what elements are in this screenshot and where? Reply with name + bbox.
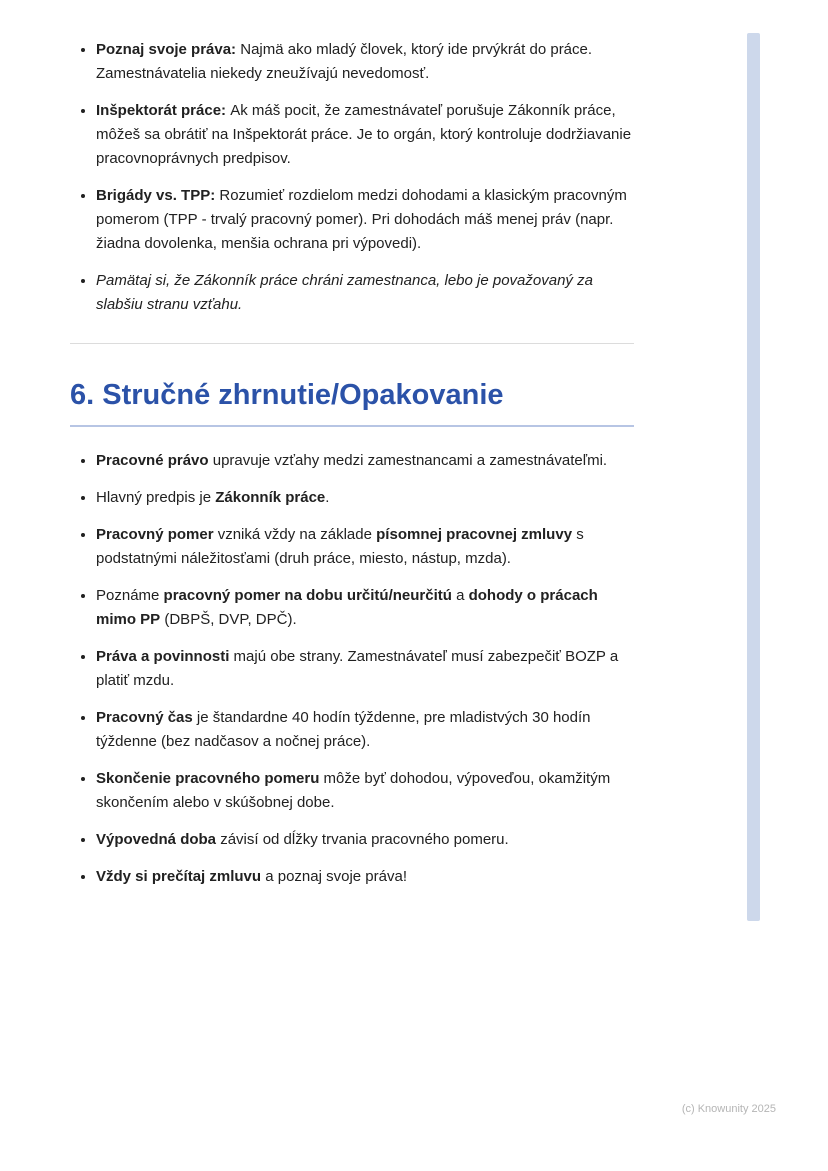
text-segment: a xyxy=(451,587,469,604)
text-segment: Hlavný predpis je xyxy=(96,489,216,506)
text-segment: Zákonník práce xyxy=(215,489,326,506)
text-segment: písomnej pracovnej zmluvy xyxy=(376,526,573,543)
text-segment: . xyxy=(325,489,330,506)
list-item xyxy=(96,523,634,571)
text-segment: Najmä ako mladý človek, ktorý ide prvýkrát do práce. Zamestnávatelia niekedy zneužívajú nevedomosť. xyxy=(96,41,593,82)
text-segment: s podstatnými náležitosťami (druh práce, miesto, nástup, mzda). xyxy=(96,526,584,567)
text-segment: Pamätaj si, že Zákonník práce chráni zamestnanca, lebo je považovaný za slabšiu stranu vzťahu. xyxy=(96,272,593,313)
text-segment: Práva a povinnosti xyxy=(96,648,230,665)
text-segment: je štandardne 40 hodín týždenne, pre mladistvých 30 hodín týždenne (bez nadčasov a nočnej práce). xyxy=(96,709,591,750)
text-segment: Vždy si prečítaj zmluvu xyxy=(96,868,262,885)
list-item xyxy=(96,486,634,510)
text-segment: Ak máš pocit, že zamestnávateľ porušuje Zákonník práce, môžeš sa obrátiť na Inšpektorát práce. Je to orgán, ktorý kontroluje dodržiavanie pracovnoprávnych predpisov. xyxy=(96,102,632,167)
list-item xyxy=(96,584,634,632)
rights-tips-list xyxy=(70,38,634,317)
list-item xyxy=(96,645,634,693)
text-segment: dohody o prácach mimo PP xyxy=(96,587,598,628)
text-segment: a poznaj svoje práva! xyxy=(261,868,407,885)
text-segment: Rozumieť rozdielom medzi dohodami a klasickým pracovným pomerom (TPP - trvalý pracovný pomer). Pri dohodách máš menej práv (napr. žiadna dovolenka, menšia ochrana pri výpovedi). xyxy=(96,187,627,252)
list-item xyxy=(96,706,634,754)
text-segment: Skončenie pracovného pomeru xyxy=(96,770,320,787)
text-segment: môže byť dohodou, výpoveďou, okamžitým skončením alebo v skúšobnej dobe. xyxy=(96,770,611,811)
text-segment: Inšpektorát práce: xyxy=(96,102,231,119)
text-segment: Pracovný pomer xyxy=(96,526,214,543)
text-segment: Poznaj svoje práva: xyxy=(96,41,241,58)
text-segment: závisí od dĺžky trvania pracovného pomeru. xyxy=(216,831,509,848)
list-item xyxy=(96,767,634,815)
list-item xyxy=(96,449,634,473)
text-segment: pracovný pomer na dobu určitú/neurčitú xyxy=(163,587,452,604)
list-item xyxy=(96,38,634,86)
footer-credit: (c) Knowunity 2025 xyxy=(681,1103,776,1115)
text-segment: upravuje vzťahy medzi zamestnancami a zamestnávateľmi. xyxy=(208,452,608,469)
text-segment: (DBPŠ, DVP, DPČ). xyxy=(160,611,297,628)
summary-heading: 6. Stručné zhrnutie/Opakovanie xyxy=(70,379,504,411)
text-segment: vzniká vždy na základe xyxy=(213,526,377,543)
list-item xyxy=(96,184,634,256)
list-item xyxy=(96,828,634,852)
list-item xyxy=(96,865,634,889)
text-segment: Poznáme xyxy=(96,587,164,604)
list-item xyxy=(96,99,634,171)
text-segment: Výpovedná doba xyxy=(96,831,217,848)
summary-list xyxy=(70,449,634,889)
text-segment: Brigády vs. TPP: xyxy=(96,187,220,204)
document-content xyxy=(70,38,634,889)
text-segment: Pracovný čas xyxy=(96,709,193,726)
heading-underline xyxy=(70,425,634,427)
list-item xyxy=(96,269,634,317)
text-segment: majú obe strany. Zamestnávateľ musí zabezpečiť BOZP a platiť mzdu. xyxy=(96,648,619,689)
section-divider xyxy=(70,343,634,344)
scrollbar-thumb[interactable] xyxy=(747,33,760,921)
text-segment: Pracovné právo xyxy=(96,452,209,469)
